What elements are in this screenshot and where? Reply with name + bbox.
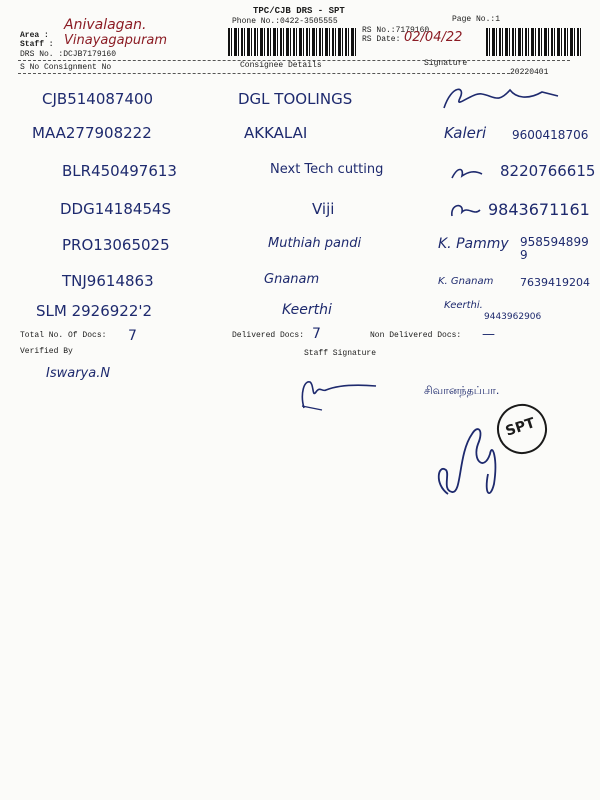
signature-scribble xyxy=(438,82,568,116)
phone-number: 7639419204 xyxy=(520,276,590,289)
signature-text: Keerthi. xyxy=(444,300,483,311)
page-number: Page No.:1 xyxy=(452,15,501,24)
stamp-label: SPT xyxy=(503,415,538,440)
list-item xyxy=(20,122,590,152)
verified-by-label: Verified By xyxy=(20,347,73,356)
consignment-number: CJB514087400 xyxy=(42,90,154,108)
document-title: TPC/CJB DRS - SPT xyxy=(253,6,345,16)
list-item xyxy=(20,88,590,118)
signature-text: K. Gnanam xyxy=(438,276,494,287)
phone-number: Phone No.:0422-3505555 xyxy=(232,17,338,26)
col-consignment: Consignment No xyxy=(44,63,112,72)
area-label: Area : xyxy=(20,31,49,40)
consignee-name: AKKALAI xyxy=(244,124,308,142)
staff-label: Staff : xyxy=(20,40,54,49)
phone-number: 8220766615 xyxy=(500,162,596,180)
area-value: Anivalagan. xyxy=(64,17,147,33)
consignment-number: SLM 2926922'2 xyxy=(36,302,153,320)
signature-text: K. Pammy xyxy=(438,236,509,252)
non-delivered-docs-label: Non Delivered Docs: xyxy=(370,331,462,340)
consignee-name: Muthiah pandi xyxy=(268,236,362,251)
signature-scribble xyxy=(448,162,492,186)
signature-text: Kaleri xyxy=(444,124,487,142)
col-sno: S No xyxy=(20,63,40,72)
authorized-signature-scribble xyxy=(428,414,512,504)
phone-number: 9600418706 xyxy=(512,128,589,142)
list-item xyxy=(20,234,590,264)
date-stamp: 20220401 xyxy=(510,68,549,77)
col-consignee: Consignee Details xyxy=(240,61,322,70)
staff-signature-label: Staff Signature xyxy=(304,349,377,358)
consignee-name: Keerthi xyxy=(282,302,332,318)
verified-signature: Iswarya.N xyxy=(46,366,111,381)
consignee-name: Next Tech cutting xyxy=(270,162,384,177)
rs-date-value: 02/04/22 xyxy=(404,30,463,45)
staff-value: Vinayagapuram xyxy=(64,33,168,48)
list-item xyxy=(20,198,590,228)
consignment-number: PRO13065025 xyxy=(62,236,170,254)
phone-number: 9443962906 xyxy=(484,312,542,322)
consignee-name: Gnanam xyxy=(264,272,320,287)
staff-signature-scribble xyxy=(292,372,382,412)
delivered-docs-value: 7 xyxy=(312,326,321,342)
rs-number: RS No.:7179160 xyxy=(362,26,430,35)
header-bottom-rule xyxy=(18,73,510,75)
phone-number: 9585948999 xyxy=(520,235,589,262)
tamil-signature: சிவானந்தப்பா. xyxy=(424,384,500,397)
consignment-number: BLR450497613 xyxy=(62,162,177,180)
non-delivered-docs-value: — xyxy=(482,327,495,342)
drs-number: DRS No. :DCJB7179160 xyxy=(20,50,117,59)
consignment-number: MAA277908222 xyxy=(32,124,152,142)
list-item xyxy=(20,160,596,190)
signature-scribble xyxy=(446,198,486,224)
consignment-number: TNJ9614863 xyxy=(62,272,154,290)
rs-date-label: RS Date: xyxy=(362,35,401,44)
list-item xyxy=(20,300,590,330)
total-docs-label: Total No. Of Docs: xyxy=(20,331,107,340)
consignee-name: Viji xyxy=(312,200,335,218)
total-docs-value: 7 xyxy=(128,328,137,344)
phone-number: 9843671161 xyxy=(488,200,590,219)
delivered-docs-label: Delivered Docs: xyxy=(232,331,305,340)
consignment-number: DDG1418454S xyxy=(60,200,172,218)
drs-barcode xyxy=(228,28,356,56)
col-signature: Signature xyxy=(424,59,468,68)
list-item xyxy=(20,270,590,300)
rs-barcode xyxy=(486,28,582,56)
consignee-name: DGL TOOLINGS xyxy=(238,90,353,108)
